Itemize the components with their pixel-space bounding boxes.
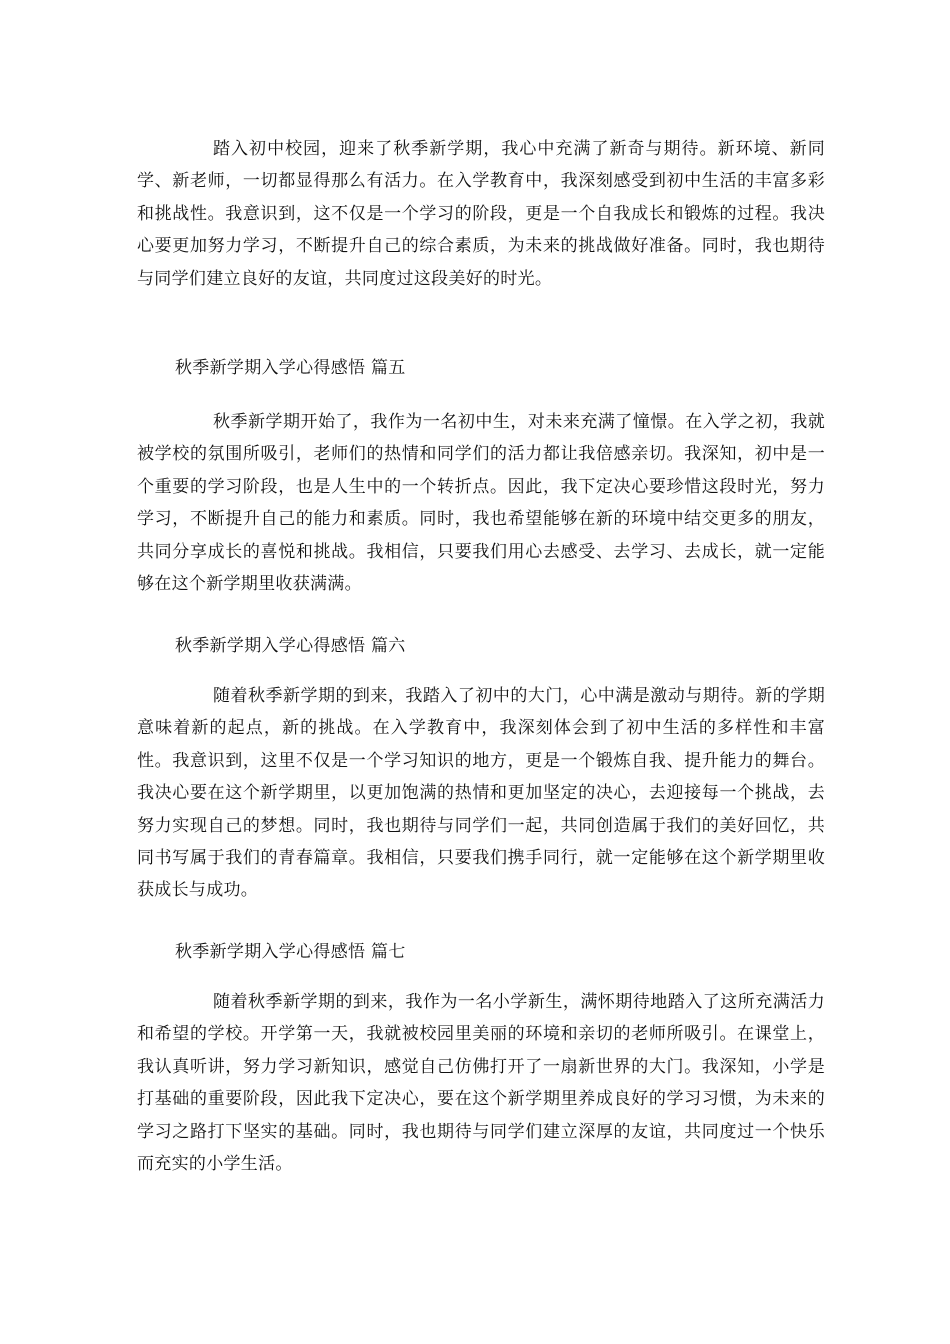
essay-paragraph-7-body: 随着秋季新学期的到来，我作为一名小学新生，满怀期待地踏入了这所充满活力和希望的学校。开学第一天，我就被校园里美丽的环境和亲切的老师所吸引。在课堂上，我认真听讲，努力学习新知识，感觉自己仿佛打开了一扇新世界的大门。我深知，小学是打基础的重要阶段，因此我下定决心，要在这个新学期里养成良好的学习习惯，为未来的学习之路打下坚实的基础。同时，我也期待与同学们建立深厚的友谊，共同度过一个快乐而充实的小学生活。: [137, 992, 825, 1175]
essay-heading-part-6: 秋季新学期入学心得感悟 篇六: [175, 636, 406, 656]
essay-heading-part-7: 秋季新学期入学心得感悟 篇七: [175, 942, 406, 962]
essay-heading-part-5: 秋季新学期入学心得感悟 篇五: [175, 358, 406, 378]
essay-paragraph-6-body: 随着秋季新学期的到来，我踏入了初中的大门，心中满是激动与期待。新的学期意味着新的起点，新的挑战。在入学教育中，我深刻体会到了初中生活的多样性和丰富性。我意识到，这里不仅是一个学习知识的地方，更是一个锻炼自我、提升能力的舞台。我决心要在这个新学期里，以更加饱满的热情和更加坚定的决心，去迎接每一个挑战，去努力实现自己的梦想。同时，我也期待与同学们一起，共同创造属于我们的美好回忆，共同书写属于我们的青春篇章。我相信，只要我们携手同行，就一定能够在这个新学期里收获成长与成功。: [137, 686, 825, 901]
essay-paragraph-5-body: 秋季新学期开始了，我作为一名初中生，对未来充满了憧憬。在入学之初，我就被学校的氛围所吸引，老师们的热情和同学们的活力都让我倍感亲切。我深知，初中是一个重要的学习阶段，也是人生中的一个转折点。因此，我下定决心要珍惜这段时光，努力学习，不断提升自己的能力和素质。同时，我也希望能够在新的环境中结交更多的朋友，共同分享成长的喜悦和挑战。我相信，只要我们用心去感受、去学习、去成长，就一定能够在这个新学期里收获满满。: [137, 412, 825, 595]
essay-paragraph-4-body: 踏入初中校园，迎来了秋季新学期，我心中充满了新奇与期待。新环境、新同学、新老师，一切都显得那么有活力。在入学教育中，我深刻感受到初中生活的丰富多彩和挑战性。我意识到，这不仅是一个学习的阶段，更是一个自我成长和锻炼的过程。我决心要更加努力学习，不断提升自己的综合素质，为未来的挑战做好准备。同时，我也期待与同学们建立良好的友谊，共同度过这段美好的时光。: [137, 139, 825, 289]
